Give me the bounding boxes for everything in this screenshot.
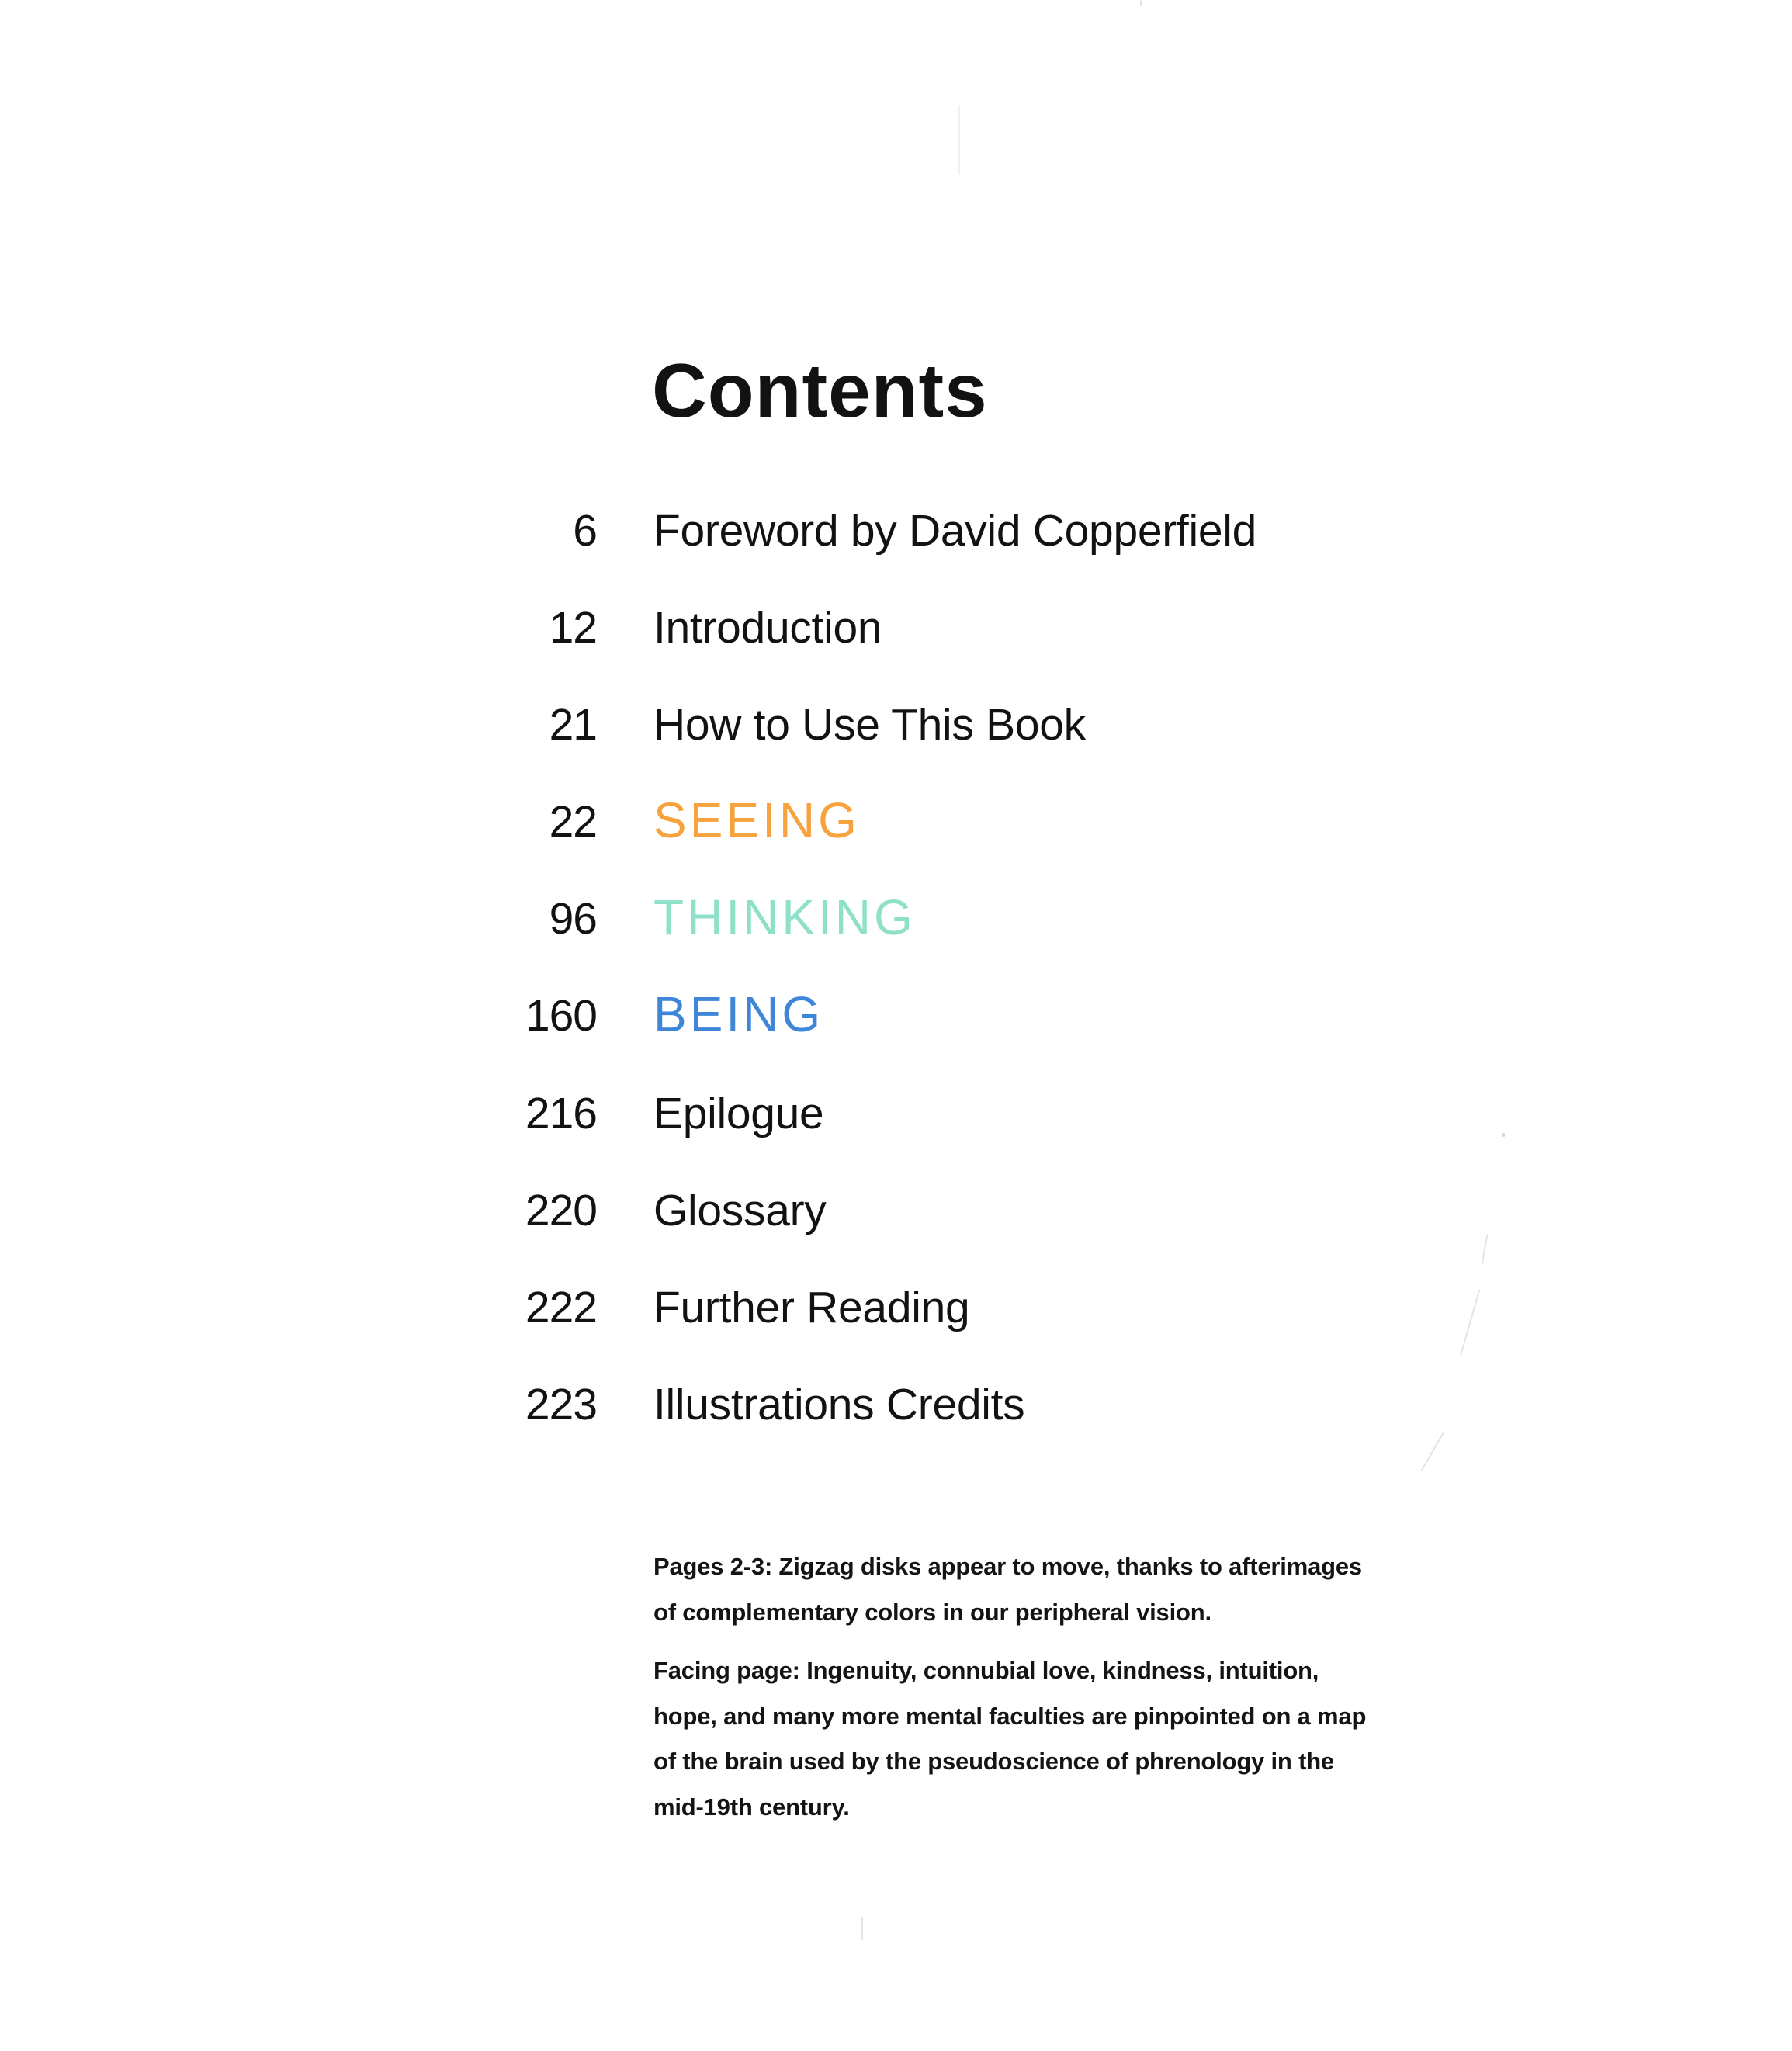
scan-artifact (1420, 1431, 1445, 1472)
caption-line: hope, and many more mental faculties are pinpointed on a map (653, 1702, 1367, 1730)
toc-entry-thinking[interactable] (0, 889, 1792, 946)
toc-entry-label[interactable]: Introduction (653, 603, 882, 653)
toc-entry-label[interactable]: How to Use This Book (653, 700, 1086, 750)
toc-section-being[interactable]: BEING (653, 986, 824, 1042)
toc-entry-label[interactable]: Further Reading (653, 1283, 970, 1332)
toc-entry-label[interactable]: Foreword by David Copperfield (653, 506, 1256, 556)
toc-page-number: 6 (573, 506, 597, 556)
toc-page-number: 22 (549, 797, 597, 847)
toc-page-number: 96 (549, 894, 597, 944)
toc-entry-further-reading[interactable] (0, 1280, 1792, 1335)
toc-page-number: 160 (525, 991, 597, 1041)
toc-page-number: 223 (525, 1380, 597, 1429)
toc-page-number: 12 (549, 603, 597, 653)
toc-entry-label[interactable]: Epilogue (653, 1089, 824, 1138)
caption-line: Pages 2-3: Zigzag disks appear to move, thanks to afterimages (653, 1553, 1362, 1580)
toc-entry-epilogue[interactable] (0, 1086, 1792, 1141)
caption-pages-2-3 (653, 1544, 1515, 1635)
toc-entry-foreword[interactable] (0, 504, 1792, 558)
scan-artifact (1502, 1133, 1505, 1137)
toc-page-number: 21 (549, 700, 597, 750)
caption-line: mid-19th century. (653, 1793, 850, 1821)
toc-page-number: 220 (525, 1186, 597, 1235)
toc-entry-label[interactable]: Illustrations Credits (653, 1380, 1025, 1429)
toc-entry-how-to-use[interactable] (0, 698, 1792, 752)
toc-entry-being[interactable] (0, 986, 1792, 1043)
caption-line: Facing page: Ingenuity, connubial love, kindness, intuition, (653, 1657, 1319, 1684)
toc-entry-introduction[interactable] (0, 601, 1792, 655)
toc-page-number: 222 (525, 1283, 597, 1332)
caption-facing-page (653, 1648, 1515, 1830)
scan-artifact (1140, 0, 1142, 6)
scan-artifact (861, 1917, 863, 1940)
caption-line: of complementary colors in our peripheral vision. (653, 1598, 1211, 1626)
toc-section-thinking[interactable]: THINKING (653, 889, 916, 945)
toc-page-number: 216 (525, 1089, 597, 1138)
toc-entry-illustration-credits[interactable] (0, 1377, 1792, 1432)
caption-line: of the brain used by the pseudoscience of phrenology in the (653, 1748, 1334, 1775)
toc-entry-seeing[interactable] (0, 792, 1792, 849)
toc-section-seeing[interactable]: SEEING (653, 792, 860, 848)
page-title: Contents (652, 348, 988, 433)
toc-entry-label[interactable]: Glossary (653, 1186, 827, 1235)
scan-artifact (1482, 1234, 1489, 1265)
image-captions (653, 1544, 1515, 1843)
toc-entry-glossary[interactable] (0, 1183, 1792, 1238)
scan-artifact (958, 105, 960, 175)
